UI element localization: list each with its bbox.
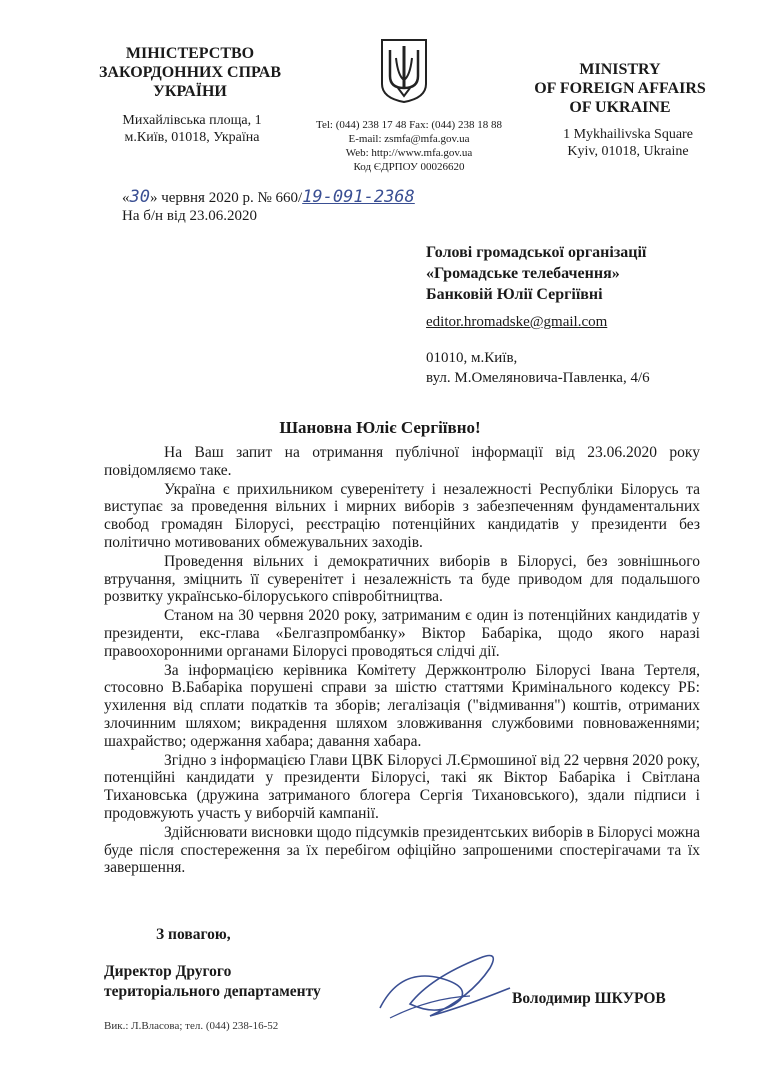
recipient-line: Голові громадської організації <box>426 244 647 261</box>
signer-name: Володимир ШКУРОВ <box>512 990 666 1007</box>
edrpou-code: Код ЄДРПОУ 00026620 <box>353 161 465 173</box>
handwritten-number: 19-091-2368 <box>302 187 415 207</box>
address-ua-line: м.Київ, 01018, Україна <box>124 130 260 145</box>
signer-title-line: Директор Другого <box>104 963 232 980</box>
body-paragraph: Україна є прихильником суверенітету і незалежності Республіки Білорусь та виступає за проведення вільних і мирних виборів з забезпеченням фундаментальних свобод громадян Білорусі, реєстрацію потенційних кандидатів у президенти без політично мотивованих обмежувальних заходів. <box>104 480 700 551</box>
body-paragraph: На Ваш запит на отримання публічної інформації від 23.06.2020 року повідомляємо таке. <box>104 444 700 479</box>
reference-block <box>122 188 415 225</box>
address-ua <box>92 112 292 146</box>
postal-line: вул. М.Омеляновича-Павленка, 4/6 <box>426 370 650 386</box>
letter-body <box>104 444 700 878</box>
date-suffix: » червня 2020 р. № 660/ <box>149 190 303 206</box>
signer-title <box>104 962 321 1002</box>
phone-fax: Tel: (044) 238 17 48 Fax: (044) 238 18 88 <box>316 119 502 131</box>
address-en-line: 1 Mykhailivska Square <box>563 127 693 142</box>
recipient-email[interactable]: editor.hromadske@gmail.com <box>426 314 608 330</box>
handwritten-signature <box>370 938 520 1028</box>
body-paragraph: Станом на 30 червня 2020 року, затриманим є один із потенційних кандидатів у президенти, екс-глава «Белгазпромбанку» Віктор Бабаріка, щодо якого наразі правоохоронними органами Білорусі проводяться слідчі дії. <box>104 607 700 660</box>
body-paragraph: Здійснювати висновки щодо підсумків президентських виборів в Білорусі можна буде після спостереження за їх перебігом офіційно запрошеними спостерігачами та їх завершення. <box>104 823 700 877</box>
website: Web: http://www.mfa.gov.ua <box>345 147 473 159</box>
salutation: Шановна Юліє Сергіївно! <box>279 418 481 437</box>
executor-info: Вик.: Л.Власова; тел. (044) 238-16-52 <box>104 1020 279 1032</box>
body-paragraph: Проведення вільних і демократичних виборів в Білорусі, без зовнішнього втручання, зміцнить її суверенітет і незалежність та буде приводом для подальшого розвитку українсько-білоруського співробітництва. <box>104 552 700 606</box>
body-paragraph: За інформацією керівника Комітету Держконтролю Білорусі Івана Тертеля, стосовно В.Бабаріка порушені справи за шістю статтями Кримінального кодексу РБ: ухилення від сплати податків та зборів; легалізація ("відмивання") коштів, отриманих злочинним шляхом; викрадення шляхом зловживання службовими повноваженнями; шахрайство; одержання хабара; давання хабара. <box>104 661 700 750</box>
ministry-name-en <box>500 60 740 117</box>
contacts-block <box>284 118 534 174</box>
address-en <box>528 126 728 160</box>
address-en-line: Kyiv, 01018, Ukraine <box>567 144 689 159</box>
reply-reference: На б/н від 23.06.2020 <box>122 208 257 224</box>
handwritten-day: 30 <box>129 187 150 207</box>
postal-line: 01010, м.Київ, <box>426 350 518 366</box>
recipient-block <box>426 242 646 305</box>
trident-emblem-icon <box>378 36 430 104</box>
ministry-name-ua-line: УКРАЇНИ <box>153 83 227 100</box>
body-paragraph: Згідно з інформацією Глави ЦВК Білорусі Л.Єрмошиної від 22 червня 2020 року, потенційні кандидати у президенти Білорусі, такі як Віктор Бабаріка і Світлана Тихановська (дружина затриманого блогера Сергія Тихановського), здали підписи і продовжують участь у виборчій кампанії. <box>104 751 700 822</box>
regards: З повагою, <box>156 926 231 943</box>
ministry-name-ua-line: ЗАКОРДОННИХ СПРАВ <box>98 64 281 81</box>
ministry-name-ua-line: МІНІСТЕРСТВО <box>125 45 255 62</box>
outgoing-reference <box>122 188 415 207</box>
ministry-name-en-line: MINISTRY <box>579 61 661 78</box>
signer-title-line: територіального департаменту <box>104 983 321 1000</box>
recipient-postal-address <box>426 348 650 388</box>
email-contact: E-mail: zsmfa@mfa.gov.ua <box>348 133 470 145</box>
ministry-name-en-line: OF FOREIGN AFFAIRS <box>534 80 706 97</box>
address-ua-line: Михайлівська площа, 1 <box>122 113 262 128</box>
recipient-line: Банковій Юлії Сергіївні <box>426 286 603 303</box>
recipient-line: «Громадське телебачення» <box>426 265 620 282</box>
ministry-name-ua <box>70 44 310 101</box>
ministry-name-en-line: OF UKRAINE <box>569 99 671 116</box>
date-prefix: « <box>122 190 130 206</box>
